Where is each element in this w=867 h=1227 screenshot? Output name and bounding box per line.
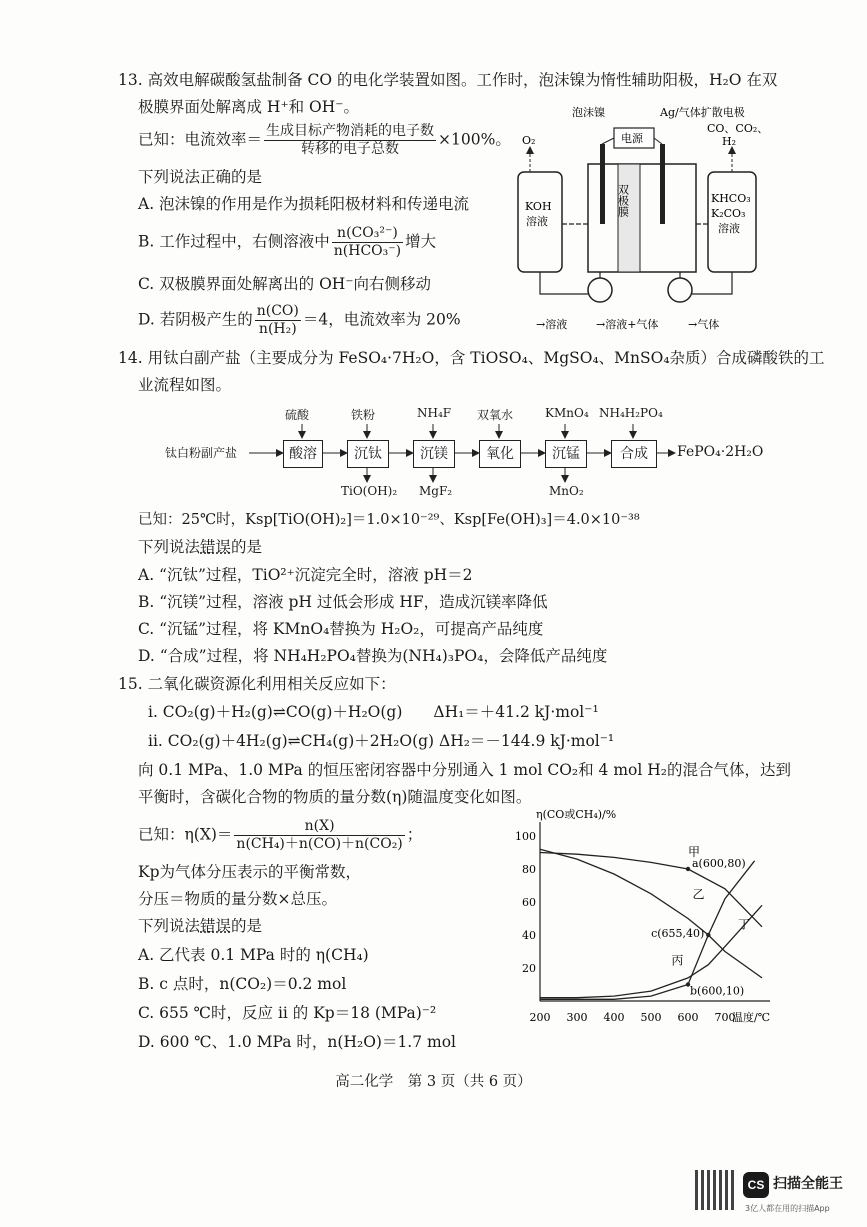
q15-reaction-1: i. CO₂(g)＋H₂(g)⇌CO(g)＋H₂O(g) ΔH₁＝＋41.2 kJ·mol⁻¹ — [148, 703, 599, 721]
q15-ask-pre: 下列说法 — [138, 917, 201, 935]
camscanner-logo-icon: CS — [743, 1172, 769, 1198]
left-pump — [588, 278, 612, 302]
ag-electrode-label: Ag/气体扩散电极 — [660, 106, 745, 119]
flow-step-ti: 沉钛 — [347, 440, 389, 468]
q14-stem-line1: 14. 用钛白副产盐（主要成分为 FeSO₄·7H₂O，含 TiOSO₄、MgSO₄、MnSO₄杂质）合成磷酸铁的工 — [118, 349, 825, 367]
y-tick-label: 100 — [515, 830, 536, 843]
ag-electrode — [660, 144, 665, 224]
q14-ask — [138, 537, 262, 557]
product-mgf2: MgF₂ — [419, 484, 453, 498]
annotation-label: c(655,40) — [651, 927, 705, 940]
q14-known: 已知：25℃时，Ksp[TiO(OH)₂]＝1.0×10⁻²⁹、Ksp[Fe(OH)₃]＝4.0×10⁻³⁸ — [138, 512, 640, 528]
q13-option-b-den: n(HCO₃⁻) — [333, 243, 402, 259]
x-axis-label: 温度/℃ — [732, 1011, 771, 1024]
legend-solution-gas: →溶液+气体 — [596, 318, 659, 331]
power-label: 电源 — [621, 132, 643, 145]
q15-stem: 15. 二氧化碳资源化利用相关反应如下： — [118, 675, 396, 693]
reagent-kmno4: KMnO₄ — [545, 406, 589, 420]
series-label-丁: 丁 — [737, 917, 750, 932]
q15-known-den: n(CH₄)＋n(CO)＋n(CO₂) — [236, 836, 403, 852]
q14-flowchart — [165, 398, 785, 508]
flow-step-mg: 沉镁 — [413, 440, 455, 468]
khco3-label: KHCO₃ — [711, 192, 751, 205]
reagent-h2o2: 双氧水 — [477, 408, 514, 422]
koh-label: KOH — [525, 200, 552, 213]
x-tick-label: 300 — [566, 1011, 588, 1024]
product-tiooh2: TiO(OH)₂ — [341, 484, 398, 498]
annotation-label: b(600,10) — [690, 984, 745, 998]
q13-known-den: 转移的电子总数 — [301, 141, 400, 157]
y-axis-label: η(CO或CH₄)/% — [536, 808, 617, 821]
q15-known — [138, 818, 422, 853]
q14-option-c: C. “沉锰”过程，将 KMnO₄替换为 H₂O₂，可提高产品纯度 — [138, 620, 544, 638]
q13-option-b-fraction — [332, 225, 403, 260]
q13-known-num: 生成目标产物消耗的电子数 — [266, 123, 435, 139]
q13-option-b — [138, 225, 436, 260]
qr-code-icon — [695, 1170, 735, 1210]
q13-option-a: A. 泡沫镍的作用是作为损耗阳极材料和传递电流 — [138, 195, 470, 213]
q15-option-b: B. c 点时，n(CO₂)＝0.2 mol — [138, 975, 347, 993]
bipolar-membrane — [618, 164, 640, 272]
flow-step-mn: 沉锰 — [545, 440, 587, 468]
q13-option-b-pre: B. 工作过程中，右侧溶液中 — [138, 232, 330, 251]
product-mno2: MnO₂ — [549, 484, 584, 498]
q13-known — [138, 123, 511, 158]
annotation-point — [686, 867, 690, 871]
gas-products-label: CO、CO₂、 — [707, 122, 769, 135]
o2-label: O₂ — [522, 134, 536, 147]
flow-step-synth: 合成 — [611, 440, 657, 468]
solution-label: 溶液 — [718, 222, 740, 235]
q13-known-suffix: ×100%。 — [438, 130, 511, 149]
q14-ask-emphasis: 错误 — [200, 538, 232, 556]
reagent-nh4h2po4: NH₄H₂PO₄ — [599, 406, 663, 420]
q13-stem-line1: 13. 高效电解碳酸氢盐制备 CO 的电化学装置如图。工作时，泡沫镍为惰性辅助阳极，H₂O 在双 — [118, 71, 778, 89]
series-label-甲: 甲 — [688, 844, 701, 859]
right-pump — [668, 278, 692, 302]
koh-solution-label: 溶液 — [526, 215, 548, 228]
q13-electrolysis-apparatus — [510, 104, 780, 336]
q15-known-num: n(X) — [234, 818, 404, 836]
q14-option-a: A. “沉钛”过程，TiO²⁺沉淀完全时，溶液 pH＝2 — [138, 566, 473, 584]
q15-kp-note: Kp为气体分压表示的平衡常数， — [138, 863, 362, 881]
page-footer: 高二化学 第 3 页（共 6 页） — [335, 1074, 532, 1090]
k2co3-label: K₂CO₃ — [711, 207, 746, 220]
q15-known-fraction — [234, 818, 404, 853]
q13-option-c: C. 双极膜界面处解离出的 OH⁻向右侧移动 — [138, 275, 431, 293]
q13-option-b-post: 增大 — [405, 232, 437, 251]
reagent-nh4f: NH₄F — [417, 406, 452, 420]
series-line-丁 — [540, 861, 755, 1000]
q13-option-d-num: n(CO) — [256, 303, 299, 319]
q13-ask: 下列说法正确的是 — [138, 168, 263, 186]
camscanner-subtitle: 3亿人都在用的扫描App — [745, 1204, 830, 1213]
q14-option-d: D. “合成”过程，将 NH₄H₂PO₄替换为(NH₄)₃PO₄，会降低产品纯度 — [138, 647, 608, 665]
q15-option-a: A. 乙代表 0.1 MPa 时的 η(CH₄) — [138, 946, 369, 964]
x-tick-label: 500 — [640, 1011, 662, 1024]
q15-known-pre: 已知：η(X)＝ — [138, 825, 233, 844]
q14-stem-line2: 业流程如图。 — [138, 376, 232, 394]
y-tick-label: 40 — [522, 929, 536, 942]
q13-known-prefix: 已知：电流效率＝ — [138, 130, 263, 149]
legend-solution: →溶液 — [536, 318, 568, 331]
flow-step-oxidize: 氧化 — [479, 440, 521, 468]
reagent-iron: 铁粉 — [351, 408, 376, 422]
q15-ask — [138, 916, 262, 936]
q13-stem-line2: 极膜界面处解离成 H⁺和 OH⁻。 — [138, 98, 359, 116]
x-tick-label: 400 — [603, 1011, 625, 1024]
q15-ask-post: 的是 — [231, 917, 263, 935]
flow-end-product: FePO₄·2H₂O — [677, 444, 764, 460]
flow-start: 钛白粉副产盐 — [165, 446, 238, 460]
q13-option-d — [138, 303, 461, 338]
reagent-acid: 硫酸 — [285, 408, 310, 422]
legend-gas: →气体 — [688, 318, 720, 331]
x-tick-label: 200 — [529, 1011, 551, 1024]
q14-option-b: B. “沉镁”过程，溶液 pH 过低会形成 HF，造成沉镁率降低 — [138, 593, 548, 611]
series-label-乙: 乙 — [692, 887, 705, 902]
series-label-丙: 丙 — [671, 953, 684, 968]
q15-eta-temperature-chart — [500, 806, 780, 1026]
q13-option-b-num: n(CO₃²⁻) — [332, 225, 403, 243]
x-tick-label: 700 — [714, 1011, 736, 1024]
q15-condition-line1: 向 0.1 MPa、1.0 MPa 的恒压密闭容器中分别通入 1 mol CO₂和 4 mol H₂的混合气体，达到 — [138, 761, 791, 779]
x-tick-label: 600 — [677, 1011, 699, 1024]
q15-option-c: C. 655 ℃时，反应 ii 的 Kp＝18 (MPa)⁻² — [138, 1004, 437, 1022]
q15-partial-note: 分压＝物质的量分数×总压。 — [138, 890, 337, 908]
y-tick-label: 20 — [522, 962, 536, 975]
q15-known-post: ； — [406, 825, 423, 844]
annotation-point — [706, 933, 710, 937]
y-tick-label: 60 — [522, 896, 536, 909]
q13-known-fraction — [264, 123, 436, 158]
flow-step-acid: 酸溶 — [283, 440, 323, 468]
q15-reaction-2: ii. CO₂(g)＋4H₂(g)⇌CH₄(g)＋2H₂O(g) ΔH₂＝－144.9 kJ·mol⁻¹ — [148, 732, 615, 750]
foam-nickel-electrode — [600, 144, 605, 224]
q13-option-d-pre: D. 若阴极产生的 — [138, 310, 253, 329]
q15-condition-line2: 平衡时，含碳化合物的物质的量分数(η)随温度变化如图。 — [138, 788, 532, 806]
q13-option-d-post: ＝4，电流效率为 20% — [302, 310, 461, 329]
q14-ask-pre: 下列说法 — [138, 538, 201, 556]
q14-ask-post: 的是 — [231, 538, 263, 556]
membrane-label: 双极膜 — [616, 184, 630, 217]
q13-option-d-fraction — [255, 303, 301, 338]
q13-option-d-den: n(H₂) — [258, 321, 297, 337]
q15-ask-emphasis: 错误 — [200, 917, 232, 935]
camscanner-brand: 扫描全能王 — [773, 1176, 843, 1192]
annotation-label: a(600,80) — [692, 857, 746, 870]
y-tick-label: 80 — [522, 863, 536, 876]
q15-option-d: D. 600 ℃、1.0 MPa 时，n(H₂O)＝1.7 mol — [138, 1033, 457, 1051]
foam-ni-label: 泡沫镍 — [572, 106, 605, 119]
h2-label: H₂ — [722, 135, 737, 148]
